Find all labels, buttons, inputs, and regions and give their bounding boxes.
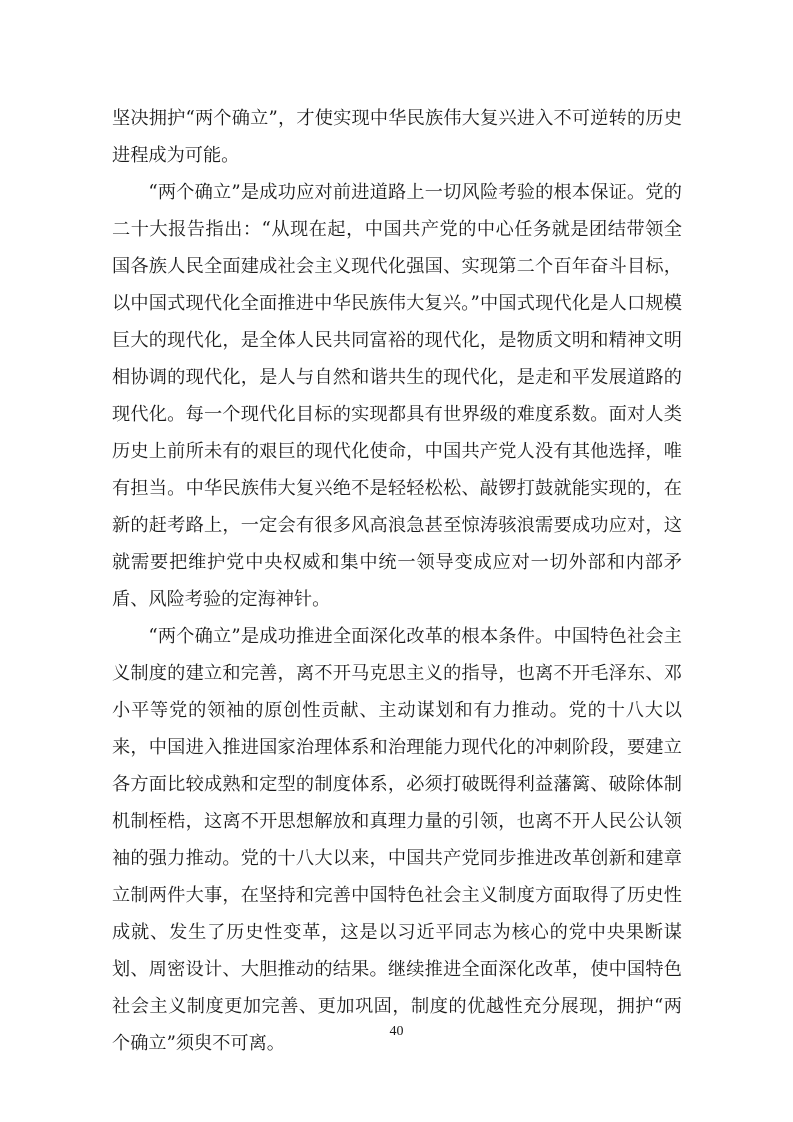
- paragraph-risk-guarantee: “两个确立”是成功应对前进道路上一切风险考验的根本保证。党的二十大报告指出：“从现在起，中国共产党的中心任务就是团结带领全国各族人民全面建成社会主义现代化强国、实现第二个百年奋斗目标，以中国式现代化全面推进中华民族伟大复兴。”中国式现代化是人口规模巨大的现代化，是全体人民共同富裕的现代化，是物质文明和精神文明相协调的现代化，是人与自然和谐共生的现代化，是走和平发展道路的现代化。每一个现代化目标的实现都具有世界级的难度系数。面对人类历史上前所未有的艰巨的现代化使命，中国共产党人没有其他选择，唯有担当。中华民族伟大复兴绝不是轻轻松松、敲锣打鼓就能实现的，在新的赶考路上，一定会有很多风高浪急甚至惊涛骇浪需要成功应对，这就需要把维护党中央权威和集中统一领导变成应对一切外部和内部矛盾、风险考验的定海神针。: [112, 182, 682, 610]
- paragraph-continuation: 坚决拥护“两个确立”，才使实现中华民族伟大复兴进入不可逆转的历史进程成为可能。: [112, 108, 682, 166]
- page-number: 40: [389, 1024, 404, 1039]
- body-text: [112, 100, 682, 1062]
- paragraph-reform-condition: “两个确立”是成功推进全面深化改革的根本条件。中国特色社会主义制度的建立和完善，离不开马克思主义的指导，也离不开毛泽东、邓小平等党的领袖的原创性贡献、主动谋划和有力推动。党的十八大以来，中国进入推进国家治理体系和治理能力现代化的冲刺阶段，要建立各方面比较成熟和定型的制度体系，必须打破既得利益藩篱、破除体制机制桎梏，这离不开思想解放和真理力量的引领，也离不开人民公认领袖的强力推动。党的十八大以来，中国共产党同步推进改革创新和建章立制两件大事，在坚持和完善中国特色社会主义制度方面取得了历史性成就、发生了历史性变革，这是以习近平同志为核心的党中央果断谋划、周密设计、大胆推动的结果。继续推进全面深化改革，使中国特色社会主义制度更加完善、更加巩固，制度的优越性充分展现，拥护“两个确立”须臾不可离。: [112, 626, 682, 1054]
